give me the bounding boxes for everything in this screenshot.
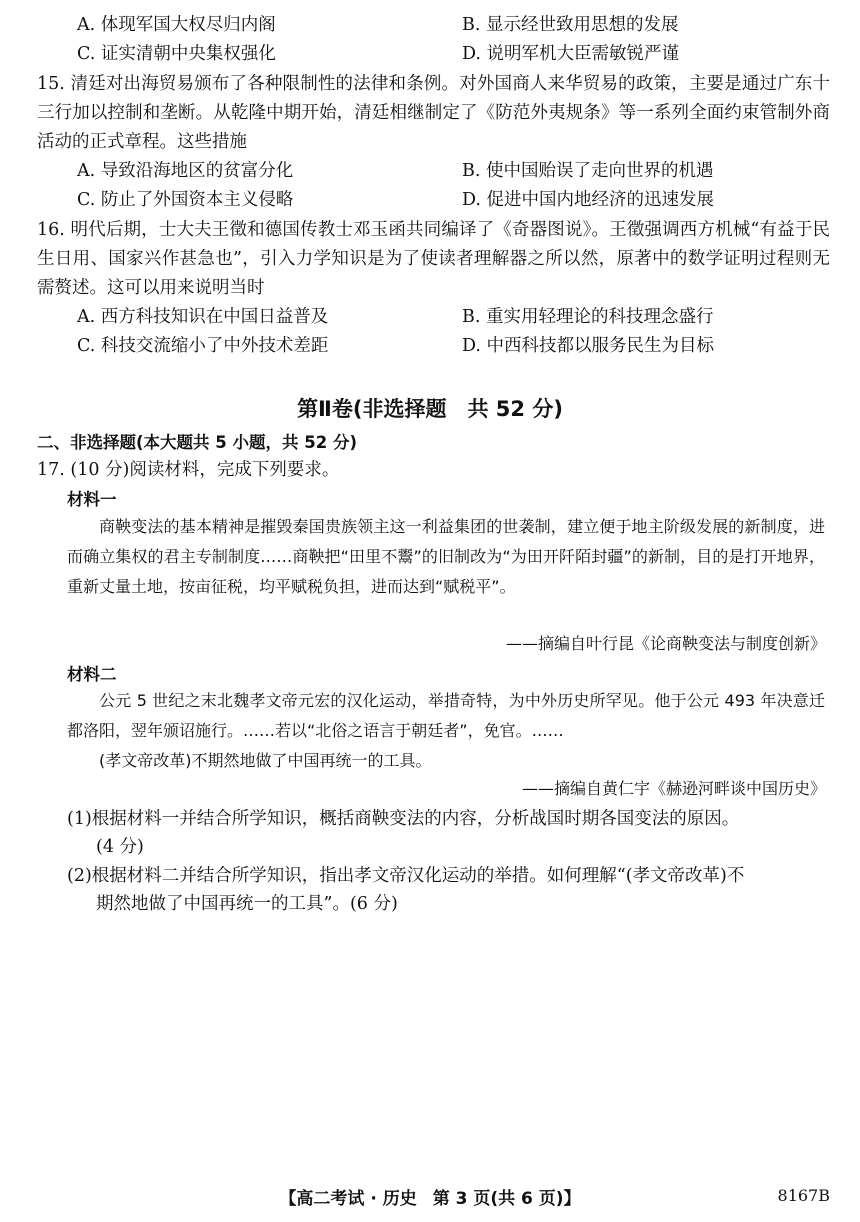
q14-option-a: A. 体现军国大权尽归内阁 <box>77 15 276 35</box>
q17-sub1-score: (4 分) <box>96 837 144 857</box>
q15-option-d: D. 促进中国内地经济的迅速发展 <box>462 190 715 210</box>
material2-text: 公元 5 世纪之末北魏孝文帝元宏的汉化运动，举措奇特，为中外历史所罕见。他于公元 493 年决意迁都洛阳，翌年颁诏施行。……若以“北俗之语言于朝廷者”，免官。…… <box>67 691 825 740</box>
q17-sub2-text: (2)根据材料二并结合所学知识，指出孝文帝汉化运动的举措。如何理解“(孝文帝改革)不 <box>67 866 745 886</box>
q16-option-b: B. 重实用轻理论的科技理念盛行 <box>462 307 714 327</box>
material1-text: 商鞅变法的基本精神是摧毁秦国贵族领主这一利益集团的世袭制，建立便于地主阶级发展的新制度，进而确立集权的君主专制制度……商鞅把“田里不鬻”的旧制改为“为田开阡陌封疆”的新制，目的是打开地界，重新丈量土地，按亩征税，均平赋税负担，进而达到“赋税平”。 <box>67 517 825 596</box>
q16-option-d: D. 中西科技都以服务民生为目标 <box>462 336 715 356</box>
q14-option-d: D. 说明军机大臣需敏锐严谨 <box>462 44 680 64</box>
page-footer <box>0 1184 860 1209</box>
material2-text-continued: (孝文帝改革)不期然地做了中国再统一的工具。 <box>99 751 432 770</box>
q16-option-a: A. 西方科技知识在中国日益普及 <box>77 307 329 327</box>
q16-option-c: C. 科技交流缩小了中外技术差距 <box>77 336 329 356</box>
footer-exam-title: 【高二考试 · 历史 <box>279 1189 417 1209</box>
q15-option-c: C. 防止了外国资本主义侵略 <box>77 190 294 210</box>
footer-page-number: 第 3 页(共 6 页)】 <box>432 1189 581 1209</box>
section-title: 第Ⅱ卷(非选择题 共 52 分) <box>297 397 563 421</box>
material1-source: ——摘编自叶行昆《论商鞅变法与制度创新》 <box>505 634 826 653</box>
paper-code: 8167B <box>777 1186 830 1205</box>
q17-sub1-text: (1)根据材料一并结合所学知识，概括商鞅变法的内容，分析战国时期各国变法的原因。 <box>67 809 740 829</box>
q17-intro: 17. (10 分)阅读材料，完成下列要求。 <box>37 460 340 480</box>
q14-option-c: C. 证实清朝中央集权强化 <box>77 44 276 64</box>
q15-option-a: A. 导致沿海地区的贫富分化 <box>77 161 294 181</box>
q15-stem: 15. 清廷对出海贸易颁布了各种限制性的法律和条例。对外国商人来华贸易的政策，主要是通过广东十三行加以控制和垄断。从乾隆中期开始，清廷相继制定了《防范外夷规条》等一系列全面约束管制外商活动的正式章程。这些措施 <box>37 74 830 152</box>
material1-label: 材料一 <box>67 490 117 509</box>
q17-sub2-continued: 期然地做了中国再统一的工具”。(6 分) <box>96 894 398 914</box>
material2-label: 材料二 <box>67 665 117 684</box>
part-heading: 二、非选择题(本大题共 5 小题，共 52 分) <box>37 433 358 452</box>
q15-option-b: B. 使中国贻误了走向世界的机遇 <box>462 161 714 181</box>
material2-source: ——摘编自黄仁宇《赫逊河畔谈中国历史》 <box>521 779 826 798</box>
q17-subquestion-1 <box>67 805 830 861</box>
q14-option-b: B. 显示经世致用思想的发展 <box>462 15 679 35</box>
q17-subquestion-2 <box>67 862 830 918</box>
q16-stem: 16. 明代后期，士大夫王徵和德国传教士邓玉函共同编译了《奇器图说》。王徵强调西方机械“有益于民生日用、国家兴作甚急也”，引入力学知识是为了使读者理解器之所以然，原著中的数学证明过程则无需赘述。这可以用来说明当时 <box>37 220 830 298</box>
